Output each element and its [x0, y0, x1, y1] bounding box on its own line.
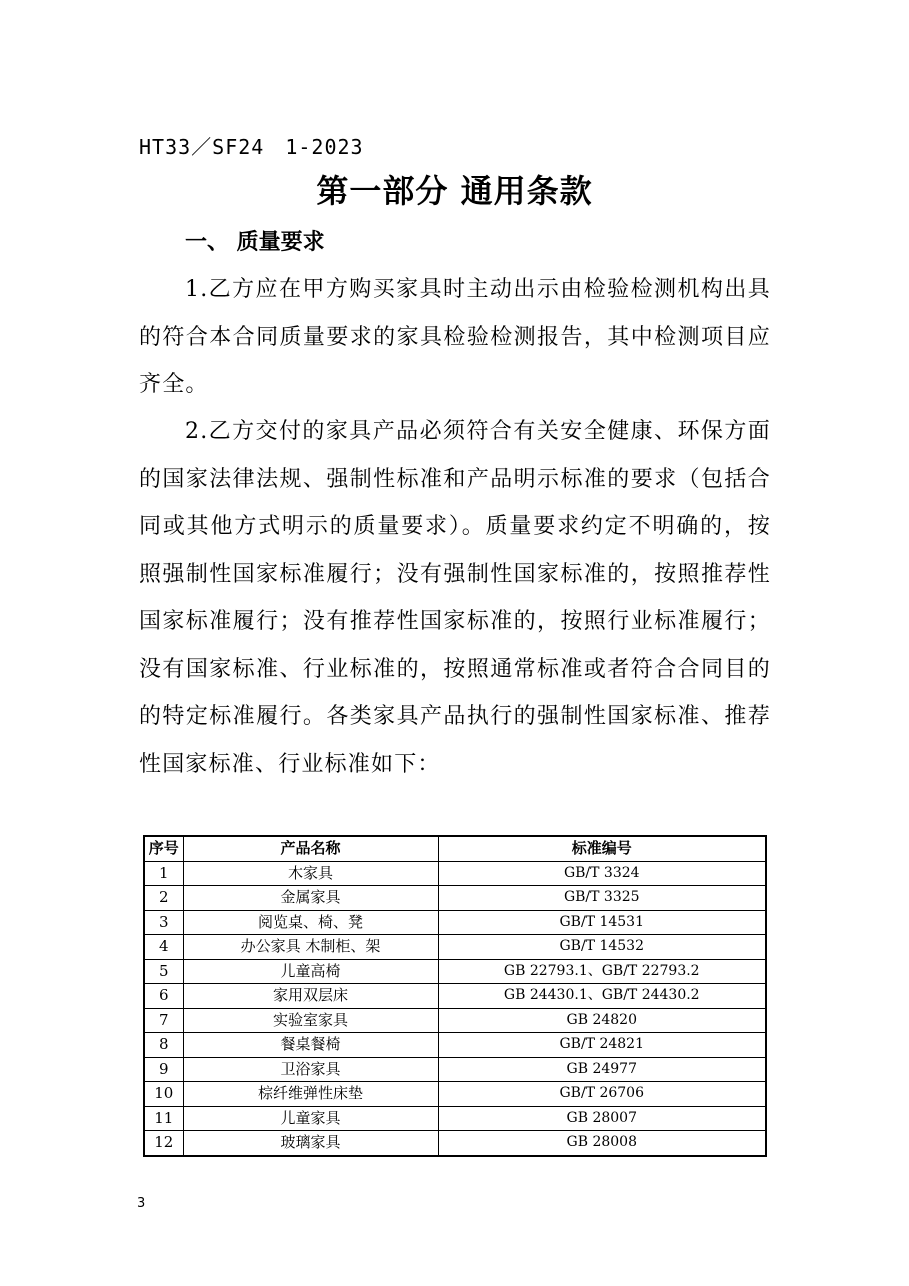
row-product: 阅览桌、椅、凳 [183, 910, 438, 935]
page-number: 3 [137, 1196, 146, 1211]
table-row [144, 984, 766, 1009]
table-row [144, 1057, 766, 1082]
row-product: 棕纤维弹性床垫 [183, 1082, 438, 1107]
standards-table [143, 835, 767, 1157]
paragraph-2: 2.乙方交付的家具产品必须符合有关安全健康、环保方面的国家法律法规、强制性标准和产品明示标准的要求（包括合同或其他方式明示的质量要求）。质量要求约定不明确的，按照强制性国家标准履行；没有强制性国家标准的，按照推荐性国家标准履行；没有推荐性国家标准的，按照行业标准履行；没有国家标准、行业标准的，按照通常标准或者符合合同目的的特定标准履行。各类家具产品执行的强制性国家标准、推荐性国家标准、行业标准如下： [139, 419, 771, 777]
row-index: 8 [144, 1033, 183, 1058]
row-product: 办公家具 木制柜、架 [183, 935, 438, 960]
row-index: 3 [144, 910, 183, 935]
table-row [144, 959, 766, 984]
row-product: 卫浴家具 [183, 1057, 438, 1082]
row-product: 餐桌餐椅 [183, 1033, 438, 1058]
table-row [144, 935, 766, 960]
header-product-name: 产品名称 [183, 836, 438, 861]
section-heading: 一、 质量要求 [185, 230, 325, 255]
table-row [144, 1033, 766, 1058]
row-standard: GB 24820 [438, 1008, 766, 1033]
row-standard: GB/T 24821 [438, 1033, 766, 1058]
row-product: 实验室家具 [183, 1008, 438, 1033]
document-code: HT33／SF24 1-2023 [139, 135, 364, 159]
table-row [144, 886, 766, 911]
row-product: 儿童高椅 [183, 959, 438, 984]
row-product: 金属家具 [183, 886, 438, 911]
row-standard: GB/T 3324 [438, 861, 766, 886]
table-row [144, 910, 766, 935]
row-product: 儿童家具 [183, 1106, 438, 1131]
header-standard-code: 标准编号 [438, 836, 766, 861]
row-standard: GB 28007 [438, 1106, 766, 1131]
row-standard: GB 28008 [438, 1131, 766, 1156]
part-title: 第一部分 通用条款 [316, 172, 593, 210]
table-row [144, 1131, 766, 1156]
row-product: 木家具 [183, 861, 438, 886]
row-standard: GB 24430.1、GB/T 24430.2 [438, 984, 766, 1009]
row-standard: GB/T 14531 [438, 910, 766, 935]
row-index: 2 [144, 886, 183, 911]
row-index: 10 [144, 1082, 183, 1107]
row-index: 11 [144, 1106, 183, 1131]
row-standard: GB/T 26706 [438, 1082, 766, 1107]
row-index: 4 [144, 935, 183, 960]
row-index: 12 [144, 1131, 183, 1156]
row-index: 7 [144, 1008, 183, 1033]
header-index: 序号 [144, 836, 183, 861]
row-product: 家用双层床 [183, 984, 438, 1009]
row-standard: GB/T 3325 [438, 886, 766, 911]
row-index: 9 [144, 1057, 183, 1082]
row-standard: GB/T 14532 [438, 935, 766, 960]
table-row [144, 861, 766, 886]
table-row [144, 1008, 766, 1033]
table-row [144, 1106, 766, 1131]
table-header-row [144, 836, 766, 861]
row-product: 玻璃家具 [183, 1131, 438, 1156]
table-row [144, 1082, 766, 1107]
paragraph-1: 1.乙方应在甲方购买家具时主动出示由检验检测机构出具的符合本合同质量要求的家具检验检测报告，其中检测项目应齐全。 [139, 277, 771, 397]
row-index: 5 [144, 959, 183, 984]
row-index: 6 [144, 984, 183, 1009]
row-standard: GB 22793.1、GB/T 22793.2 [438, 959, 766, 984]
row-index: 1 [144, 861, 183, 886]
row-standard: GB 24977 [438, 1057, 766, 1082]
